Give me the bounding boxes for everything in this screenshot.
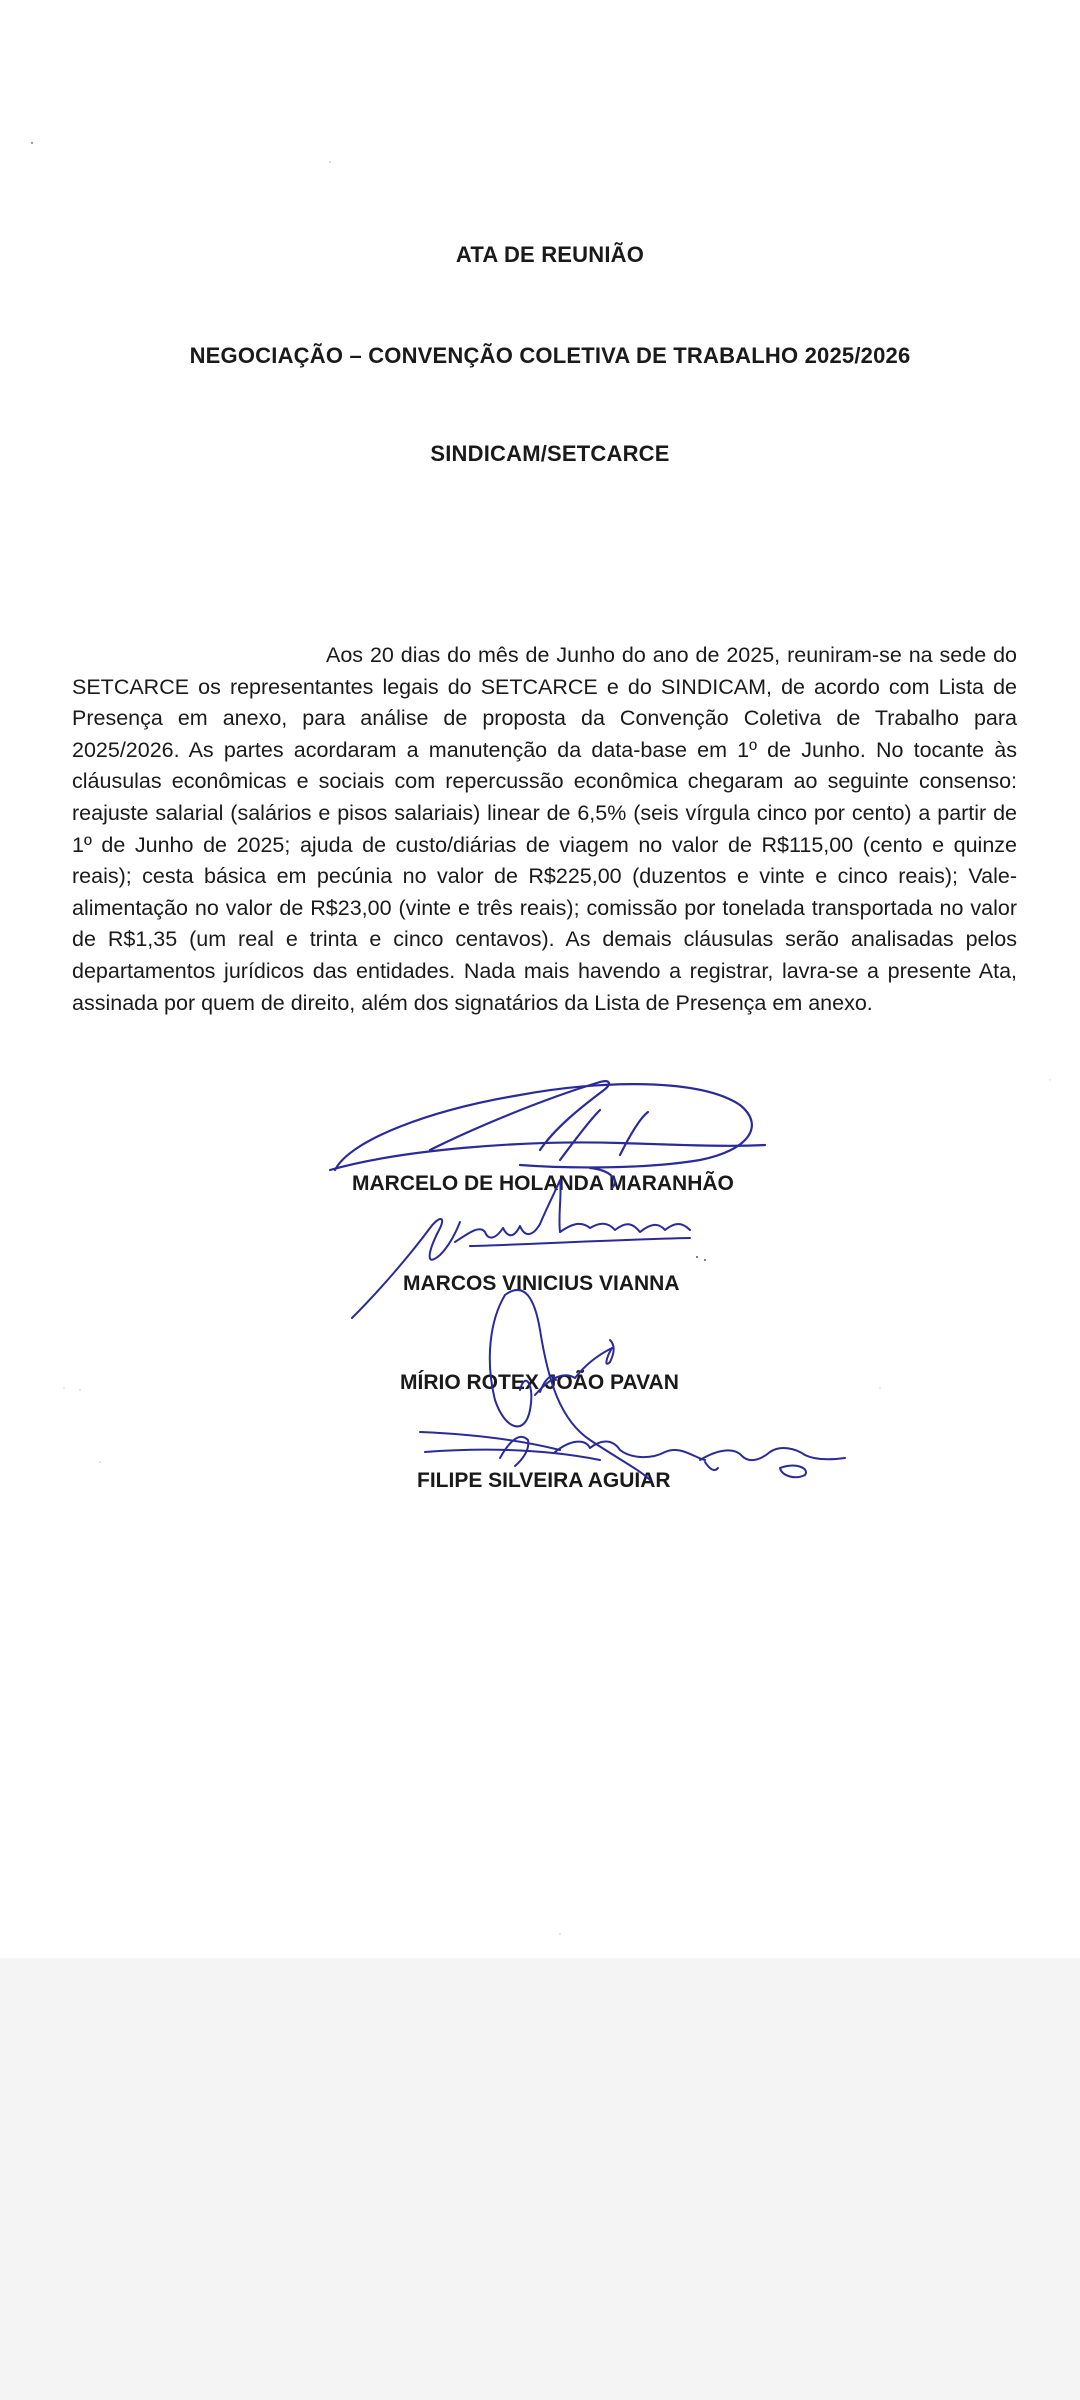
- document-subtitle: NEGOCIAÇÃO – CONVENÇÃO COLETIVA DE TRABALHO 2025/2026: [189, 343, 911, 368]
- signatory-name-4: FILIPE SILVEIRA AGUIAR: [417, 1469, 671, 1492]
- meeting-minutes-body: Aos 20 dias do mês de Junho do ano de 2025, reuniram-se na sede do SETCARCE os representantes legais do SETCARCE e do SINDICAM, de acordo com Lista de Presença em anexo, para análise de proposta da Convenção Coletiva de Trabalho para 2025/2026. As partes acordaram a manutenção da data-base em 1º de Junho. No tocante às cláusulas econômicas e sociais com repercussão econômica chegaram ao seguinte consenso: reajuste salarial (salários e pisos salariais) linear de 6,5% (seis vírgula cinco por cento) a partir de 1º de Junho de 2025; ajuda de custo/diárias de viagem no valor de R$115,00 (cento e quinze reais); cesta básica em pecúnia no valor de R$225,00 (duzentos e vinte e cinco reais); Vale-alimentação no valor de R$23,00 (vinte e três reais); comissão por tonelada transportada no valor de R$1,35 (um real e trinta e cinco centavos). As demais cláusulas serão analisadas pelos departamentos jurídicos das entidades. Nada mais havendo a registrar, lavra-se a presente Ata, assinada por quem de direito, além dos signatários da Lista de Presença em anexo.: [72, 643, 1017, 1015]
- document-parties: SINDICAM/SETCARCE: [430, 441, 670, 466]
- signatory-name-1: MARCELO DE HOLANDA MARANHÃO: [352, 1172, 734, 1195]
- document-title: ATA DE REUNIÃO: [455, 242, 645, 267]
- signatory-name-2: MARCOS VINICIUS VIANNA: [403, 1272, 680, 1295]
- signatory-name-3: MÍRIO ROTEX JOÃO PAVAN: [400, 1371, 679, 1394]
- empty-background: [0, 1958, 1080, 2400]
